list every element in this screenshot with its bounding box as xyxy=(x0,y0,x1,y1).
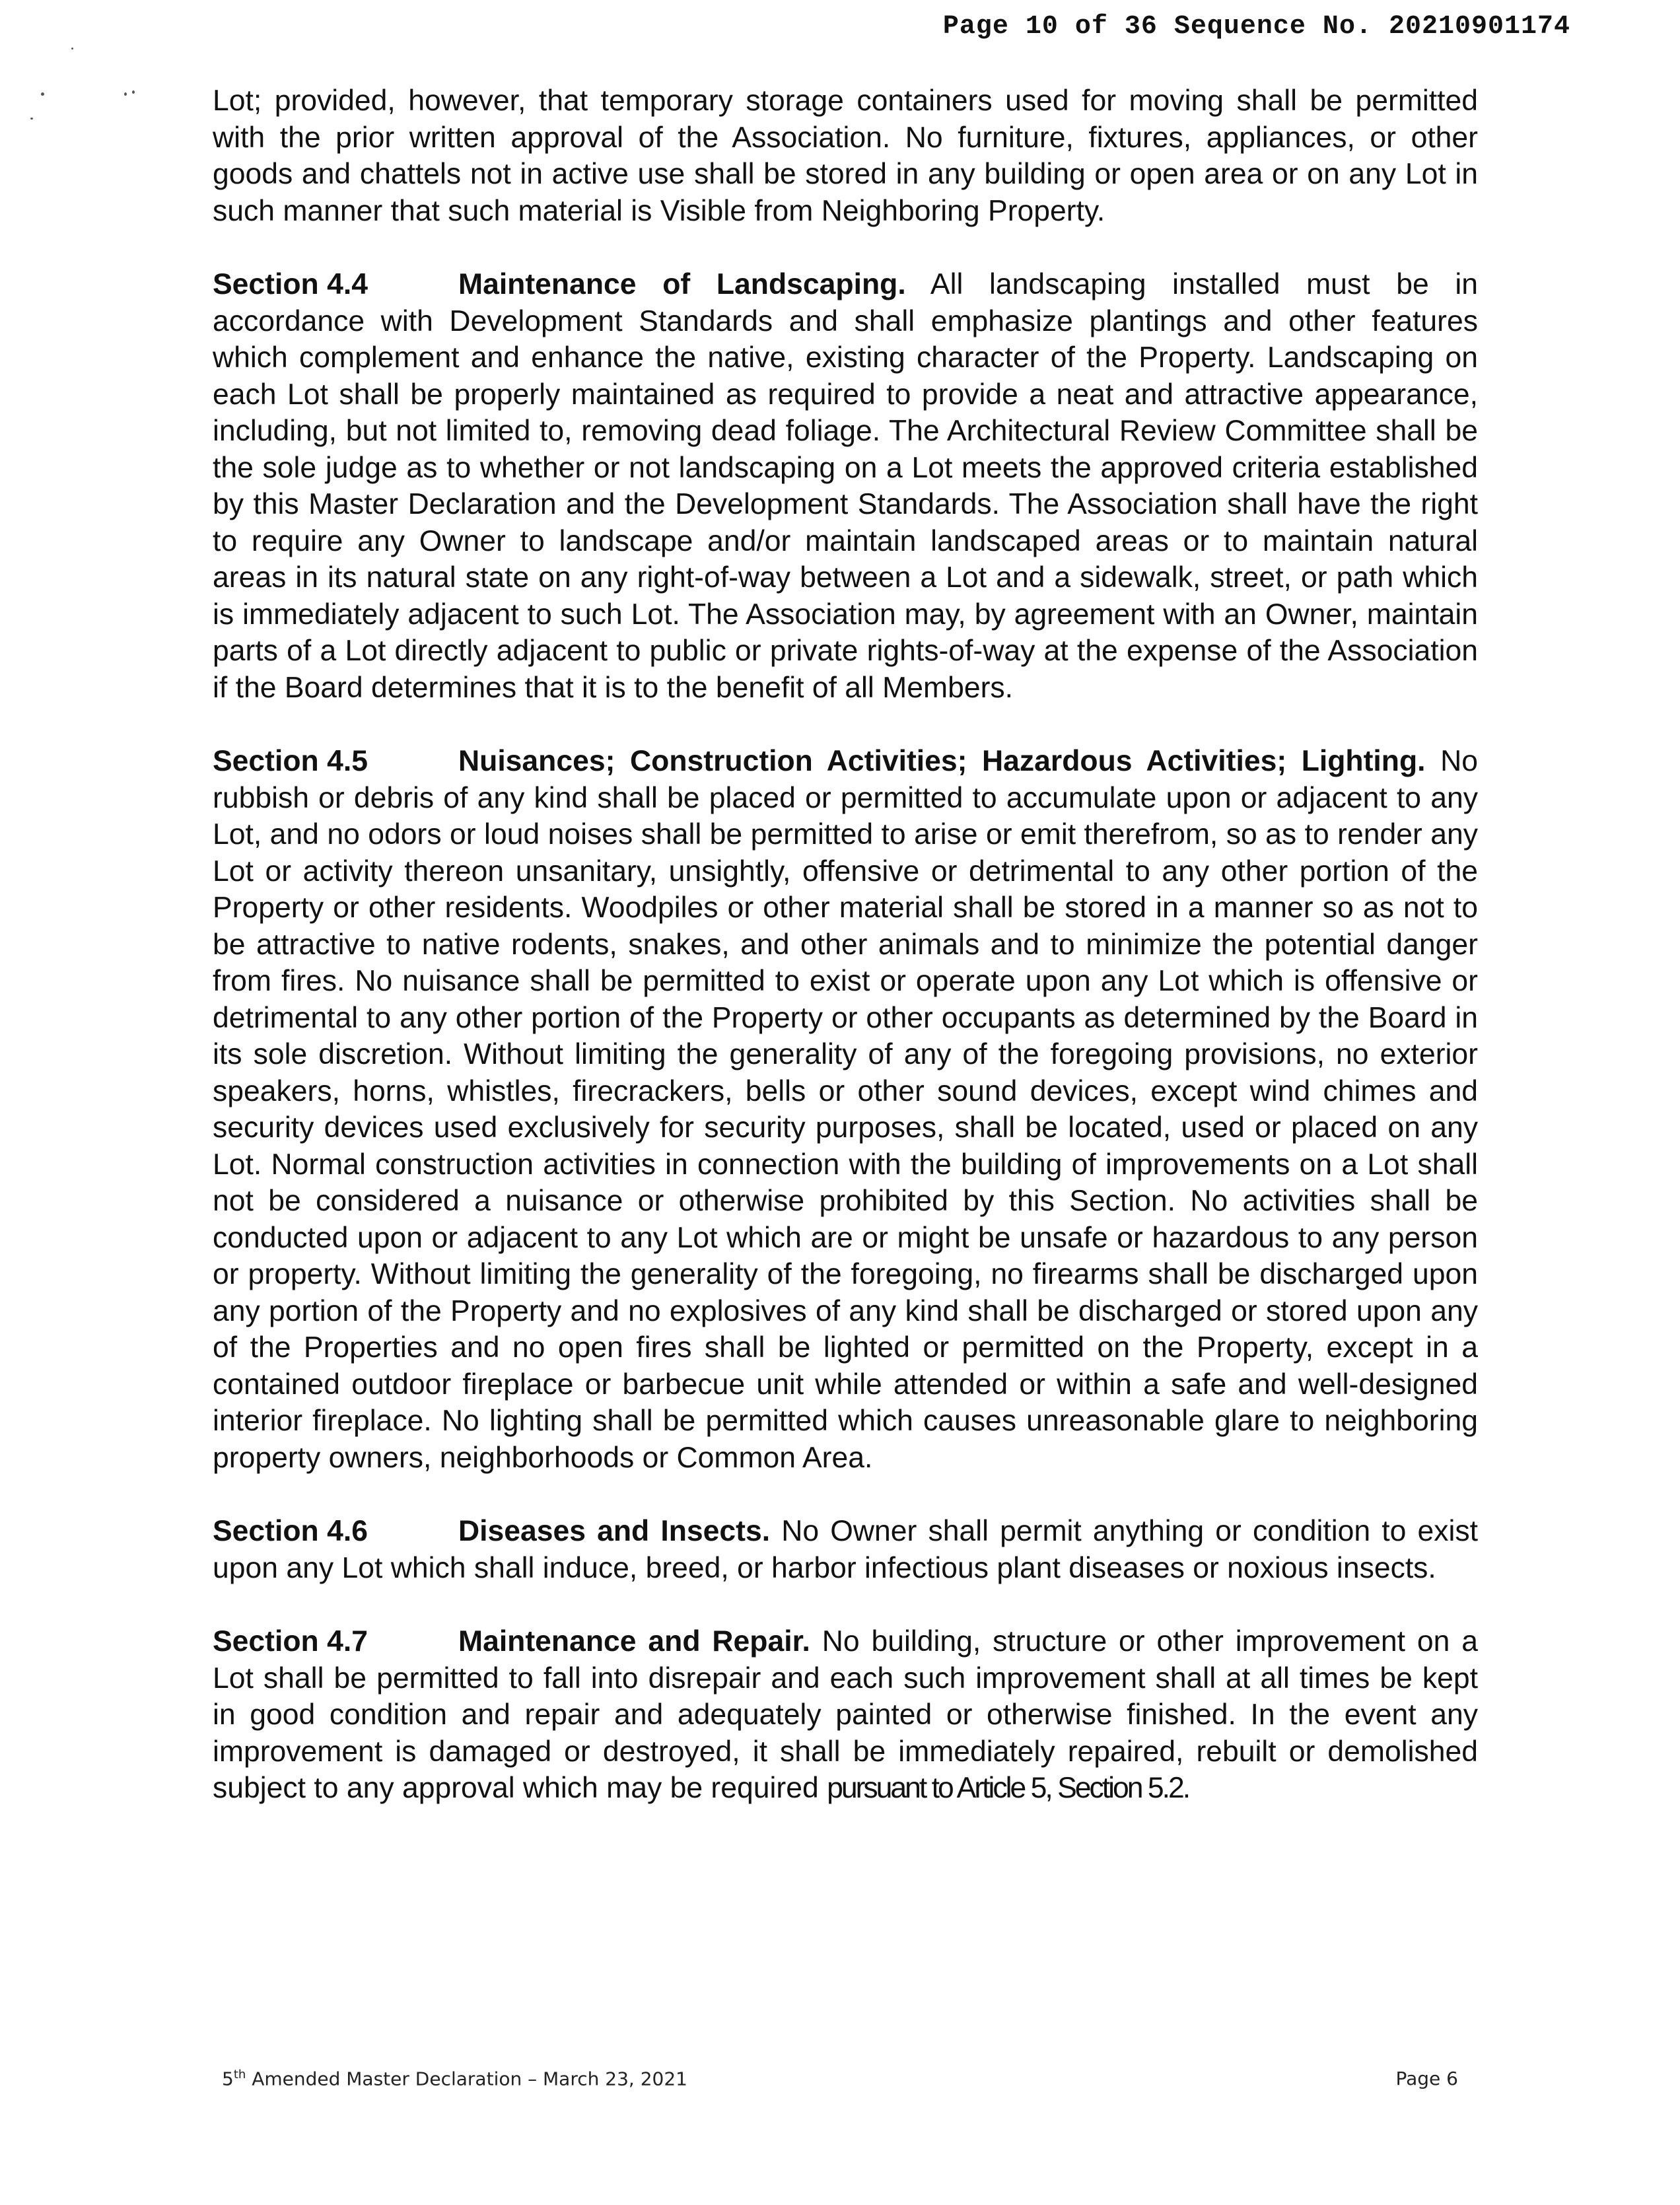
continuation-paragraph: Lot; provided, however, that temporary storage containers used for moving shall be permitted with the prior written approval of the Association. No furniture, fixtures, appliances, or other goods and chattels not in active use shall be stored in any building or open area or on any Lot in such manner that such material is Visible from Neighboring Property. xyxy=(213,85,1478,227)
section-number: Section 4.6 xyxy=(213,1515,368,1547)
section-title: Diseases and Insects. xyxy=(458,1515,771,1547)
footer-edition-suffix: th xyxy=(233,2068,246,2082)
section-text: No building, structure or other improvement on a Lot shall be permitted to fall into disrepair and each such improvement shall at all times be kept in good condition and repair and adequately painted or otherwise finished. In the event any improvement is damaged or destroyed, it shall be immediately repaired, rebuilt or demolished subject to any approval which may be required xyxy=(213,1625,1478,1804)
section-number: Section 4.7 xyxy=(213,1625,368,1658)
section-4-7 xyxy=(213,1623,1478,1807)
scan-speck xyxy=(71,48,73,50)
page-sequence-stamp: Page 10 of 36 Sequence No. 20210901174 xyxy=(942,12,1570,42)
scan-speck xyxy=(132,90,135,94)
section-title: Maintenance of Landscaping. xyxy=(458,268,906,300)
section-title: Nuisances; Construction Activities; Hazardous Activities; Lighting. xyxy=(458,745,1426,777)
section-title: Maintenance and Repair. xyxy=(458,1625,810,1658)
section-4-4 xyxy=(213,266,1478,706)
footer-document-title xyxy=(222,2068,687,2089)
scan-speck xyxy=(41,92,44,96)
section-4-5 xyxy=(213,743,1478,1476)
section-text: No rubbish or debris of any kind shall be placed or permitted to accumulate upon or adjacent to any Lot, and no odors or loud noises shall be permitted to arise or emit therefrom, so as to render any Lot or activity thereon unsanitary, unsightly, offensive or detrimental to any other portion of the Property or other residents. Woodpiles or other material shall be stored in a manner so as not to be attractive to native rodents, snakes, and other animals and to minimize the potential danger from fires. No nuisance shall be permitted to exist or operate upon any Lot which is offensive or detrimental to any other portion of the Property or other occupants as determined by the Board in its sole discretion. Without limiting the generality of any of the foregoing provisions, no exterior speakers, horns, whistles, firecrackers, bells or other sound devices, except wind chimes and security devices used exclusively for security purposes, shall be located, used or placed on any Lot. Normal construction activities in connection with the building of improvements on a Lot shall not be considered a nuisance or otherwise prohibited by this Section. No activities shall be conducted upon or adjacent to any Lot which are or might be unsafe or hazardous to any person or property. Without limiting the generality of the foregoing, no firearms shall be discharged upon any portion of the Property and no explosives of any kind shall be discharged or stored upon any of the Properties and no open fires shall be lighted or permitted on the Property, except in a contained outdoor fireplace or barbecue unit while attended or within a safe and well-designed interior fireplace. No lighting shall be permitted which causes unreasonable glare to neighboring property owners, neighborhoods or Common Area. xyxy=(213,745,1478,1474)
section-text: No Owner shall permit anything or condition to exist upon any Lot which shall induce, breed, or harbor infectious plant diseases or noxious insects. xyxy=(213,1515,1478,1584)
section-4-6 xyxy=(213,1513,1478,1586)
footer-edition-number: 5 xyxy=(222,2068,234,2090)
section-number: Section 4.5 xyxy=(213,745,368,777)
article-reference: pursuant to Article 5, Section 5.2. xyxy=(827,1772,1189,1804)
scan-speck xyxy=(124,92,127,96)
footer-page-number: Page 6 xyxy=(1395,2068,1458,2089)
footer-title-text: Amended Master Declaration – March 23, 2021 xyxy=(246,2068,687,2090)
scan-speck xyxy=(30,118,33,120)
section-number: Section 4.4 xyxy=(213,268,368,300)
section-text: All landscaping installed must be in accordance with Development Standards and shall emphasize plantings and other features which complement and enhance the native, existing character of the Property. Landscaping on each Lot shall be properly maintained as required to provide a neat and attractive appearance, including, but not limited to, removing dead foliage. The Architectural Review Committee shall be the sole judge as to whether or not landscaping on a Lot meets the approved criteria established by this Master Declaration and the Development Standards. The Association shall have the right to require any Owner to landscape and/or maintain landscaped areas or to maintain natural areas in its natural state on any right-of-way between a Lot and a sidewalk, street, or path which is immediately adjacent to such Lot. The Association may, by agreement with an Owner, maintain parts of a Lot directly adjacent to public or private rights-of-way at the expense of the Association if the Board determines that it is to the benefit of all Members. xyxy=(213,268,1478,704)
document-body xyxy=(213,83,1478,1844)
